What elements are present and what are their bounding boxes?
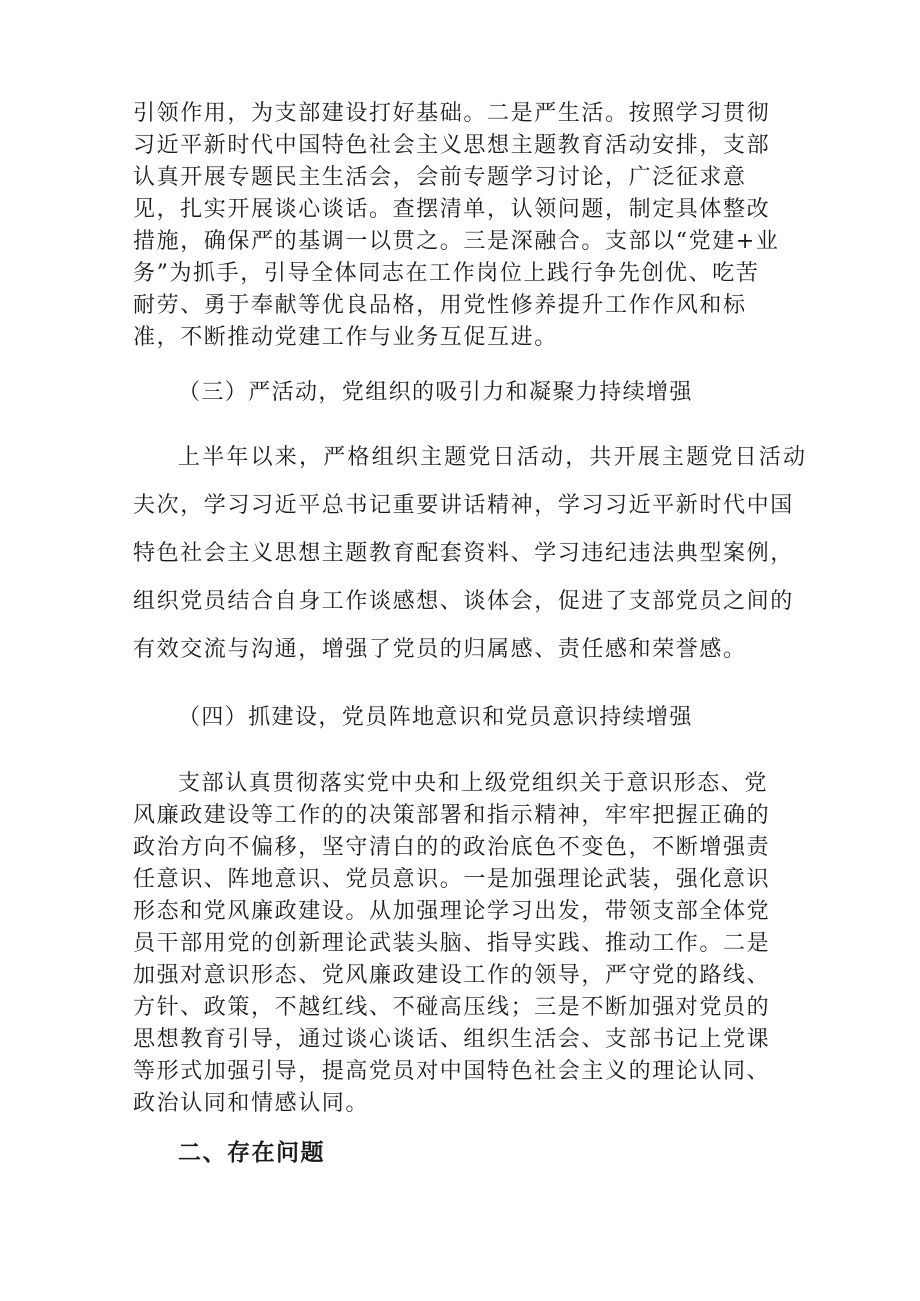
text-line: 形态和党风廉政建设。从加强理论学习出发，带领支部全体党 (133, 899, 771, 924)
text-line: 特色社会主义思想主题教育配套资料、学习违纪违法典型案例， (133, 541, 794, 566)
text-line: 有效交流与沟通，增强了党员的归属感、责任感和荣誉感。 (133, 637, 747, 662)
text-line: 务”为抓手，引导全体同志在工作岗位上践行争先创优、吃苦 (133, 261, 760, 286)
text-line: 夫次，学习习近平总书记重要讲话精神，学习习近平新时代中国 (133, 493, 794, 518)
text-line: 政治认同和情感认同。 (133, 1091, 370, 1116)
text-line: 等形式加强引导，提高党员对中国特色社会主义的理论认同、 (133, 1059, 771, 1084)
text-line: 支部认真贯彻落实党中央和上级党组织关于意识形态、党 (178, 771, 769, 796)
text-line: 措施，确保严的基调一以贯之。三是深融合。支部以“党建+业 (133, 229, 780, 254)
text-line: 风廉政建设等工作的的决策部署和指示精神，牢牢把握正确的 (133, 803, 771, 828)
subsection-heading-4: （四）抓建设，党员阵地意识和党员意识持续增强 (178, 705, 693, 730)
text-line: 加强对意识形态、党风廉政建设工作的领导，严守党的路线、 (133, 963, 771, 988)
subsection-heading-3: （三）严活动，党组织的吸引力和凝聚力持续增强 (178, 380, 693, 405)
text-line: 引领作用，为支部建设打好基础。二是严生活。按照学习贯彻 (133, 101, 771, 126)
text-line: 认真开展专题民主生活会，会前专题学习讨论，广泛征求意 (133, 165, 747, 190)
text-line: 耐劳、勇于奉献等优良品格，用党性修养提升工作作风和标 (133, 293, 747, 318)
section-heading-2: 二、存在问题 (178, 1140, 325, 1166)
text-line: 任意识、阵地意识、党员意识。一是加强理论武装，强化意识 (133, 867, 771, 892)
text-line: 习近平新时代中国特色社会主义思想主题教育活动安排，支部 (133, 133, 771, 158)
text-line: 见，扎实开展谈心谈话。查摆清单，认领问题，制定具体整改 (133, 197, 771, 222)
text-line: 员干部用党的创新理论武装头脑、指导实践、推动工作。二是 (133, 931, 771, 956)
text-line: 政治方向不偏移，坚守清白的的政治底色不变色，不断增强责 (133, 835, 771, 860)
text-line: 组织党员结合自身工作谈感想、谈体会，促进了支部党员之间的 (133, 589, 794, 614)
text-line: 准，不断推动党建工作与业务互促互进。 (133, 325, 558, 350)
text-line: 方针、政策，不越红线、不碰高压线；三是不断加强对党员的 (133, 995, 771, 1020)
text-line: 思想教育引导，通过谈心谈话、组织生活会、支部书记上党课 (133, 1027, 771, 1052)
text-line: 上半年以来，严格组织主题党日活动，共开展主题党日活动 (178, 445, 808, 470)
